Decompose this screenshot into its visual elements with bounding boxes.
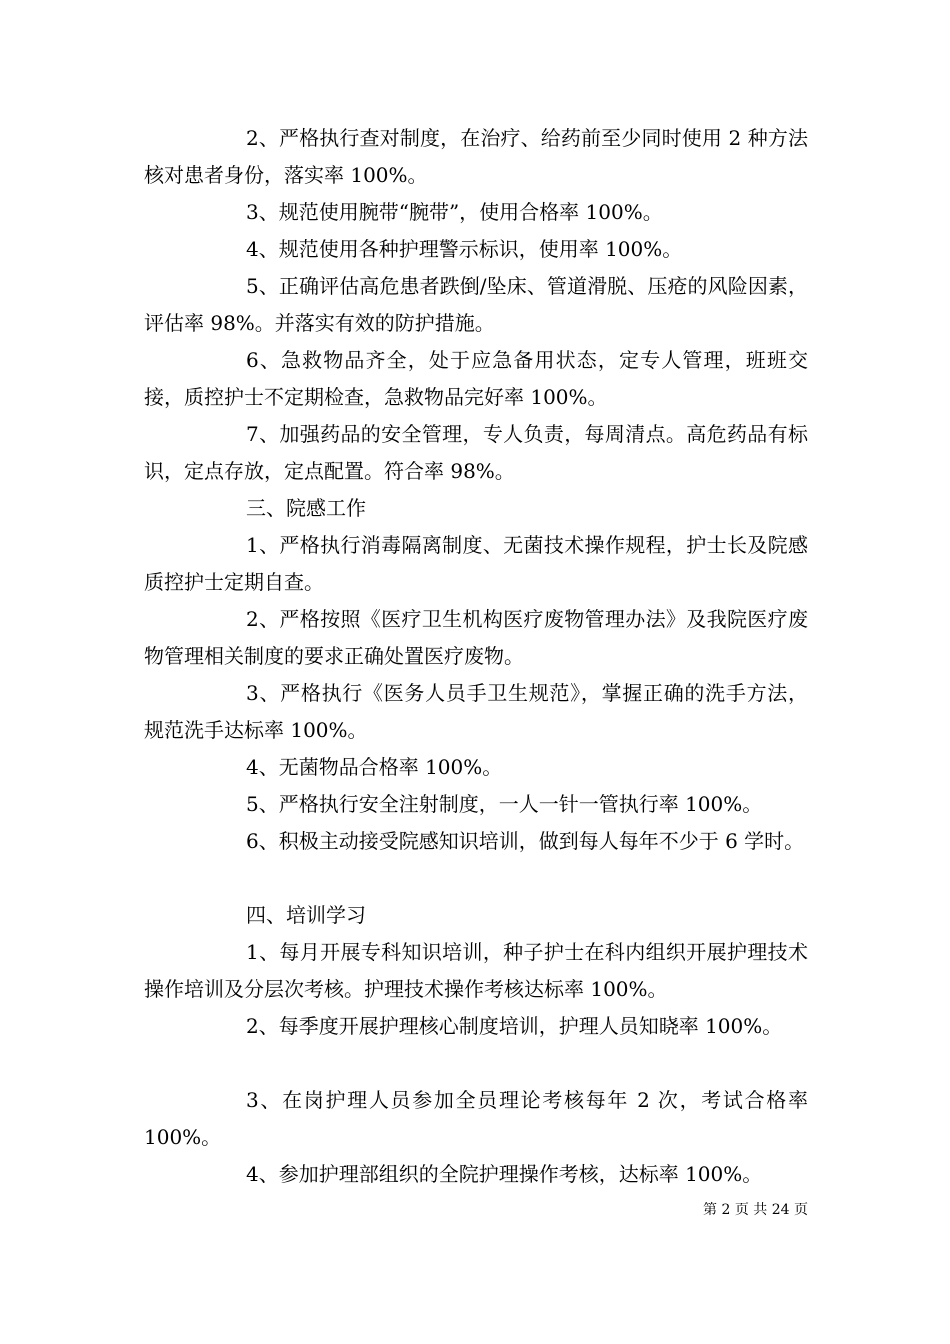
paragraph-risk-assessment: 5、正确评估高危患者跌倒/坠床、管道滑脱、压疮的风险因素，评估率 98%。并落实有效的防护措施。 xyxy=(144,274,808,335)
paragraph-quarterly-training: 2、每季度开展护理核心制度培训，护理人员知晓率 100%。 xyxy=(246,1014,783,1038)
section-heading-training: 四、培训学习 xyxy=(246,903,366,927)
paragraph-sterile-items: 4、无菌物品合格率 100%。 xyxy=(246,755,503,779)
paragraph-patient-identification: 2、严格执行查对制度，在治疗、给药前至少同时使用 2 种方法核对患者身份，落实率 100%。 xyxy=(144,126,808,187)
page-number: 第 2 页 共 24 页 xyxy=(703,1202,808,1218)
paragraph-warning-labels: 4、规范使用各种护理警示标识，使用率 100%。 xyxy=(246,237,683,261)
paragraph-wristband: 3、规范使用腕带“腕带”，使用合格率 100%。 xyxy=(246,200,663,224)
paragraph-disinfection: 1、严格执行消毒隔离制度、无菌技术操作规程，护士长及院感质控护士定期自查。 xyxy=(144,533,808,594)
paragraph-theory-exam: 3、在岗护理人员参加全员理论考核每年 2 次，考试合格率 100%。 xyxy=(144,1088,808,1149)
paragraph-operation-exam: 4、参加护理部组织的全院护理操作考核，达标率 100%。 xyxy=(246,1162,763,1186)
paragraph-monthly-training: 1、每月开展专科知识培训，种子护士在科内组织开展护理技术操作培训及分层次考核。护理技术操作考核达标率 100%。 xyxy=(144,940,808,1001)
paragraph-drug-management: 7、加强药品的安全管理，专人负责，每周清点。高危药品有标识，定点存放，定点配置。符合率 98%。 xyxy=(144,422,808,483)
paragraph-safe-injection: 5、严格执行安全注射制度，一人一针一管执行率 100%。 xyxy=(246,792,763,816)
paragraph-hand-hygiene: 3、严格执行《医务人员手卫生规范》，掌握正确的洗手方法，规范洗手达标率 100%。 xyxy=(144,681,808,742)
paragraph-infection-training: 6、积极主动接受院感知识培训，做到每人每年不少于 6 学时。 xyxy=(246,829,805,853)
paragraph-emergency-supplies: 6、急救物品齐全，处于应急备用状态，定专人管理，班班交接，质控护士不定期检查，急救物品完好率 100%。 xyxy=(144,348,808,409)
section-heading-infection-control: 三、院感工作 xyxy=(246,496,366,520)
paragraph-medical-waste: 2、严格按照《医疗卫生机构医疗废物管理办法》及我院医疗废物管理相关制度的要求正确处置医疗废物。 xyxy=(144,607,808,668)
